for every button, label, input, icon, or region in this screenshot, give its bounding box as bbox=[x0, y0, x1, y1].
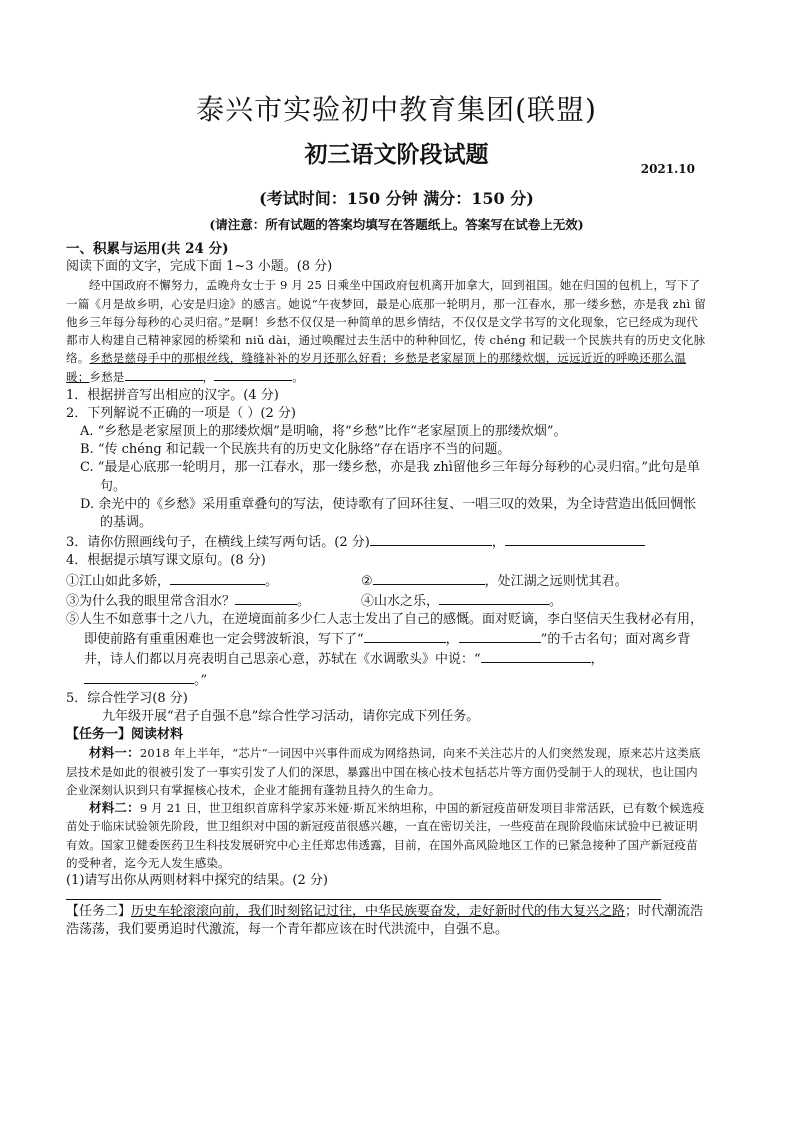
q4-item-1: ①江山如此多娇， 。 bbox=[66, 571, 361, 591]
q4-item-5-sep-2: ， bbox=[590, 652, 604, 668]
question-3: 3．请你仿照画线句子，在横线上续写两句话。(2 分) ， bbox=[66, 532, 706, 552]
q3-blank-1[interactable] bbox=[370, 532, 492, 546]
task-2-text: ；时代潮流浩浩荡荡，我们要勇追时代激流，每一个青年都应该在时代洪流中，自强不息。 bbox=[66, 904, 704, 938]
question-4: 4．根据提示填写课文原句。(8 分) bbox=[66, 553, 266, 569]
q5-intro: 九年级开展“君子自强不息”综合性学习活动，请你完成下列任务。 bbox=[102, 709, 480, 725]
material-2 bbox=[66, 799, 706, 872]
material-1 bbox=[66, 744, 706, 799]
q4-blank-2[interactable] bbox=[373, 571, 485, 585]
task-2-label: 【任务二】 bbox=[66, 904, 132, 920]
school-name: 泰兴市实验初中教育集团(联盟) bbox=[196, 93, 597, 126]
task-2 bbox=[66, 903, 706, 939]
q3-blank-2[interactable] bbox=[505, 532, 645, 546]
task-2-underlined: 历史车轮滚滚向前，我们时刻铭记过往，中华民族要奋发，走好新时代的伟大复兴之路 bbox=[131, 904, 626, 920]
reading-passage: 经中国政府不懈努力，孟晚舟女士于 9 月 25 日乘坐中国政府包机离开加拿大，回到祖国。她在归国的包机上，写下了一篇《月是故乡明，心安是归途》的感言。她说“午夜梦回，最是心底那一轮明月，那一江春水，那一缕乡愁，亦是我 zhì 留他乡三年每分每秒的心灵归宿。”是啊！乡愁不仅仅是一种简单的思乡情结，不仅仅是文学书写的文化现象，它已经成为现代都市人构建自己精神家园的桥梁和 niǔ dài，通过唤醒过去生活中的种种回忆，传 chéng 和记载一个民族共有的历史文化脉络。乡愁是慈母手中的那根丝线，缝缝补补的岁月还那么好看；乡愁是老家屋顶上的那缕炊烟，远远近近的呼唤还那么温暖；乡愁是 ， 。 bbox=[66, 278, 706, 385]
exam-info: (考试时间：150 分钟 满分：150 分) bbox=[259, 189, 534, 208]
q4-item-5 bbox=[66, 611, 706, 690]
q4-row-2 bbox=[66, 591, 706, 611]
q4-item-5-sep: ， bbox=[445, 632, 459, 648]
answer-line[interactable] bbox=[66, 899, 661, 900]
passage-blank-2[interactable] bbox=[214, 367, 292, 381]
q4-blank-7[interactable] bbox=[481, 649, 591, 663]
section-heading: 一、积累与运用(共 24 分) bbox=[66, 241, 229, 257]
exam-date: 2021.10 bbox=[640, 162, 695, 176]
q4-blank-8[interactable] bbox=[84, 670, 194, 684]
passage-text: 经中国政府不懈努力，孟晚舟女士于 9 月 25 日乘坐中国政府包机离开加拿大，回到祖国。她在归国的包机上，写下了一篇《月是故乡明，心安是归途》的感言。她说“午夜梦回，最是心底那一轮明月，那一江春水，那一缕乡愁，亦是我 zhì 留他乡三年每分每秒的心灵归宿。”是啊！乡愁不仅仅是一种简单的思乡情结，不仅仅是文学书写的文化现象，它已经成为现代都市人构建自己精神家园的桥梁和 niǔ dài，通过唤醒过去生活中的种种回忆，传 chéng 和记载一个民族共有的历史文化脉络。 bbox=[66, 278, 706, 366]
question-3-text: 3．请你仿照画线句子，在横线上续写两句话。(2 分) bbox=[66, 535, 370, 551]
q4-item-5-text-2: ”的千古名句；面对离乡背井，诗人们都以月亮表明自己思亲心意，苏轼在《水调歌头》中说：“ bbox=[84, 632, 691, 668]
q4-blank-5[interactable] bbox=[364, 629, 446, 643]
q2-option-b: B. “传 chéng 和记载一个民族共有的历史文化脉络”存在语序不当的问题。 bbox=[80, 442, 511, 458]
q4-item-4-text: ④山水之乐， bbox=[361, 593, 440, 609]
question-2: 2．下列解说不正确的一项是（ ）(2 分) bbox=[66, 405, 296, 421]
exam-notice: (请注意：所有试题的答案均填写在答题纸上。答案写在试卷上无效) bbox=[209, 217, 584, 232]
q4-row-1 bbox=[66, 571, 706, 591]
question-5: 5．综合性学习(8 分) bbox=[66, 690, 188, 706]
passage-end: 乡愁是 bbox=[89, 370, 125, 385]
q4-item-1-text: ①江山如此多娇， bbox=[66, 573, 171, 589]
q2-option-c: C. “最是心底那一轮明月，那一江春水，那一缕乡愁，亦是我 zhì留他乡三年每分每秒的心灵归宿。”此句是单句。 bbox=[80, 460, 701, 494]
q4-item-5-text-1: ⑤人生不如意事十之八九，在逆境面前多少仁人志士发出了自己的感慨。面对贬谪，李白坚信天生我材必有用，即使前路有重重困难也一定会劈波斩浪，写下了“ bbox=[66, 612, 704, 648]
material-1-label: 材料一： bbox=[89, 745, 140, 761]
q4-item-3-text: ③为什么我的眼里常含泪水？ bbox=[66, 593, 236, 609]
q4-item-2-prefix: ② bbox=[361, 573, 373, 589]
q2-option-a: A. “乡愁是老家屋顶上的那缕炊烟”是明喻，将“乡愁”比作“老家屋顶上的那缕炊烟”。 bbox=[80, 424, 567, 440]
material-1-text: 2018 年上半年，“芯片”一词因中兴事件而成为网络热词，向来不关注芯片的人们突然发现，原来芯片这类底层技术是如此的很被引发了一事实引发了人们的深思，暴露出中国在核心技术包括芯片等方面仍受制于人的现状，也让国内企业深刻认识到只有掌握核心技术，企业才能拥有蓬勃且持久的生命力。 bbox=[66, 746, 701, 797]
q4-item-4: ④山水之乐， 。 bbox=[361, 591, 656, 611]
material-2-label: 材料二： bbox=[89, 800, 140, 816]
q4-blank-1[interactable] bbox=[170, 571, 265, 585]
q4-item-2-text: ，处江湖之远则忧其君。 bbox=[484, 573, 628, 589]
q4-blank-6[interactable] bbox=[459, 629, 541, 643]
q4-item-3: ③为什么我的眼里常含泪水？ 。 bbox=[66, 591, 361, 611]
q4-item-2 bbox=[361, 571, 656, 591]
q4-blank-4[interactable] bbox=[439, 591, 549, 605]
question-1: 1．根据拼音写出相应的汉字。(4 分) bbox=[66, 387, 279, 403]
q4-item-5-end: 。” bbox=[194, 672, 208, 688]
exam-title: 初三语文阶段试题 bbox=[304, 141, 489, 168]
exam-content bbox=[66, 240, 706, 940]
passage-blank-1[interactable] bbox=[125, 367, 203, 381]
q5-subquestion-1: (1)请写出你从两则材料中探究的结果。(2 分) bbox=[66, 872, 328, 888]
reading-intro: 阅读下面的文字，完成下面 1~3 小题。(8 分) bbox=[66, 259, 333, 275]
material-2-text: 9 月 21 日，世卫组织首席科学家苏米娅·斯瓦米纳坦称，中国的新冠疫苗研发项目非常活跃，已有数个候选疫苗处于临床试验领先阶段，世卫组织对中国的新冠疫苗很感兴趣，一直在密切关注，一些疫苗在现阶段临床试验中已被证明有效。国家卫健委医药卫生科技发展研究中心主任郑忠伟透露，目前，在国外高风险地区工作的已紧急接种了国产新冠疫苗的受种者，迄今无人发生感染。 bbox=[66, 801, 705, 870]
q4-blank-3[interactable] bbox=[235, 591, 297, 605]
q2-option-d: D. 余光中的《乡愁》采用重章叠句的写法，使诗歌有了回环往复、一唱三叹的效果，为全诗营造出低回惆怅的基调。 bbox=[80, 496, 697, 531]
task-1-label: 【任务一】阅读材料 bbox=[66, 727, 184, 743]
passage-underlined-sentence: 乡愁是慈母手中的那根丝线，缝缝补补的岁月还那么好看；乡愁是老家屋顶上的那缕炊烟，远远近近的呼唤还那么温暖； bbox=[66, 351, 687, 385]
